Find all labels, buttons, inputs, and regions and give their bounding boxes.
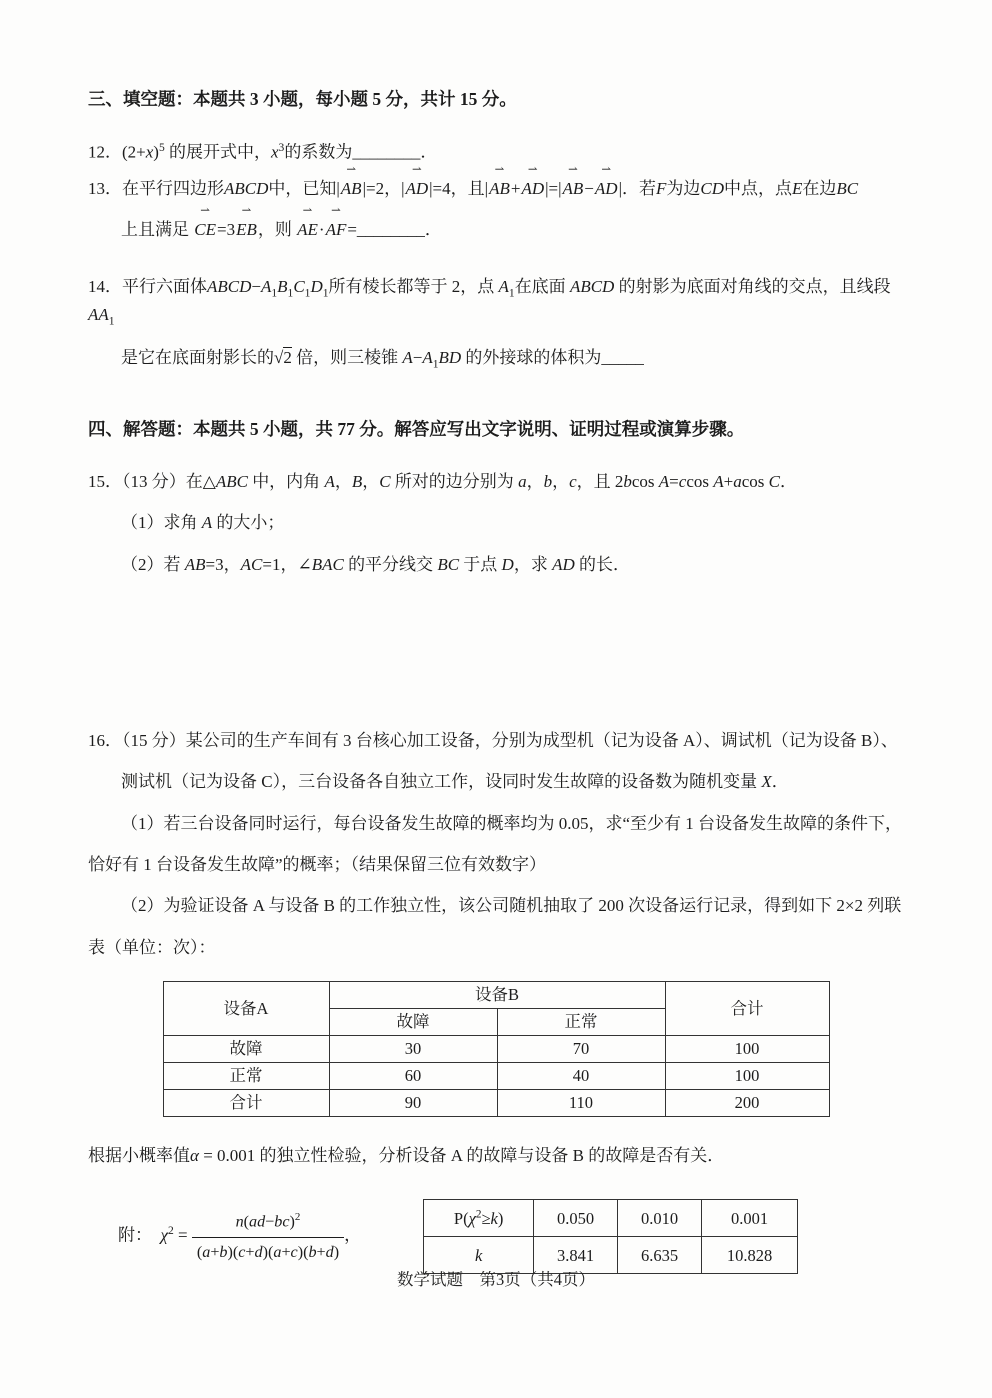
table1-row3-total: 200	[665, 1089, 829, 1116]
question-15-part2: （2）若 AB=3，AC=1，∠BAC 的平分线交 BC 于点 D，求 AD 的长．	[121, 554, 630, 574]
table2-k2: 6.635	[618, 1237, 702, 1274]
question-16-part2-line2: 表（单位：次）：	[88, 937, 216, 957]
table2-header-label: $P(\chi^2\ge k)$	[424, 1200, 534, 1237]
formula-row	[88, 1199, 904, 1274]
table-row	[424, 1200, 798, 1237]
table2-k-label: k	[424, 1237, 534, 1274]
table1-subheader-fault: 故障	[329, 1008, 497, 1035]
table2-p2: 0.010	[618, 1200, 702, 1237]
question-14-line2: 是它在底面射影长的√2 倍，则三棱锥 $A-A_1BD$ 的外接球的体积为_____	[121, 348, 644, 371]
table2-p3: 0.001	[702, 1200, 798, 1237]
table-row	[163, 1035, 829, 1062]
question-14-line1: 14．平行六面体$ABCD-A_1B_1C_1D_1$所有棱长都等于 2，点 $A_1$在底面 ABCD 的射影为底面对角线的交点，且线段 $AA_1$	[88, 276, 891, 328]
question-16-part1-line2: 恰好有 1 台设备发生故障”的概率；（结果保留三位有效数字）	[88, 854, 547, 874]
table1-row1-label: 故障	[163, 1035, 329, 1062]
question-13-line2: 上且满足 CE ⇀=3EB ⇀，则 AE ⇀·AF ⇀=________．	[121, 213, 904, 248]
table-row	[163, 1089, 829, 1116]
table2-k1: 3.841	[534, 1237, 618, 1274]
question-16-stem-line1: 16．（15 分）某公司的生产车间有 3 台核心加工设备，分别为成型机（记为设备 A）、调试机（记为设备 B）、	[88, 730, 898, 750]
table1-corner-label: 设备A	[163, 981, 329, 1035]
contingency-table	[163, 981, 830, 1117]
table1-row1-val1: 30	[329, 1035, 497, 1062]
table1-row2-total: 100	[665, 1062, 829, 1089]
critical-value-table	[423, 1199, 798, 1274]
table1-group-header: 设备B	[329, 981, 665, 1008]
question-15-stem: 15．（13 分）在△ABC 中，内角 A，B，C 所对的边分别为 a，b，c，且 2bcos A=ccos A+acos C．	[88, 471, 797, 491]
table1-row3-val2: 110	[497, 1089, 665, 1116]
table1-total-header: 合计	[665, 981, 829, 1035]
question-16-part1-line1: （1）若三台设备同时运行，每台设备发生故障的概率均为 0.05，求“至少有 1 台设备发生故障的条件下，	[121, 813, 903, 833]
table1-row2-val2: 40	[497, 1062, 665, 1089]
question-13-line1: 13．在平行四边形ABCD中，已知|AB ⇀|=2，|AD ⇀|=4，且|AB ⇀+AD ⇀|=|AB ⇀−AD ⇀|．若F为边CD中点，点E在边BC	[88, 172, 904, 207]
table1-row1-val2: 70	[497, 1035, 665, 1062]
table2-p1: 0.050	[534, 1200, 618, 1237]
table1-row1-total: 100	[665, 1035, 829, 1062]
table-row	[163, 1062, 829, 1089]
table2-k3: 10.828	[702, 1237, 798, 1274]
chi-square-formula: 附： $\chi^2$ = $\frac{n(ad-bc)^2}{(a+b)(c+d)(a+c)(b+d)}$ ，	[118, 1211, 362, 1261]
question-16-conclusion: 根据小概率值α = 0.001 的独立性检验，分析设备 A 的故障与设备 B 的故障是否有关．	[88, 1145, 725, 1165]
question-16-stem-line2: 测试机（记为设备 C），三台设备各自独立工作，设同时发生故障的设备数为随机变量 X．	[121, 772, 789, 792]
question-15-part1: （1）求角 A 的大小；	[121, 513, 285, 533]
question-16-part2-line1: （2）为验证设备 A 与设备 B 的工作独立性，该公司随机抽取了 200 次设备运行记录，得到如下 2×2 列联	[121, 896, 902, 916]
question-12: 12．$(2+x)^5$ 的展开式中，$x^3$的系数为________．	[88, 141, 438, 162]
section4-heading: 四、解答题：本题共 5 小题，共 77 分。解答应写出文字说明、证明过程或演算步骤。	[88, 418, 745, 439]
table1-row3-label: 合计	[163, 1089, 329, 1116]
table1-subheader-normal: 正常	[497, 1008, 665, 1035]
section3-heading: 三、填空题：本题共 3 小题，每小题 5 分，共计 15 分。	[88, 89, 517, 109]
contingency-table-wrapper	[88, 981, 904, 1117]
table1-row2-label: 正常	[163, 1062, 329, 1089]
table1-row2-val1: 60	[329, 1062, 497, 1089]
table1-row3-val1: 90	[329, 1089, 497, 1116]
page-footer: 数学试题 第3页（共4页）	[397, 1270, 595, 1289]
